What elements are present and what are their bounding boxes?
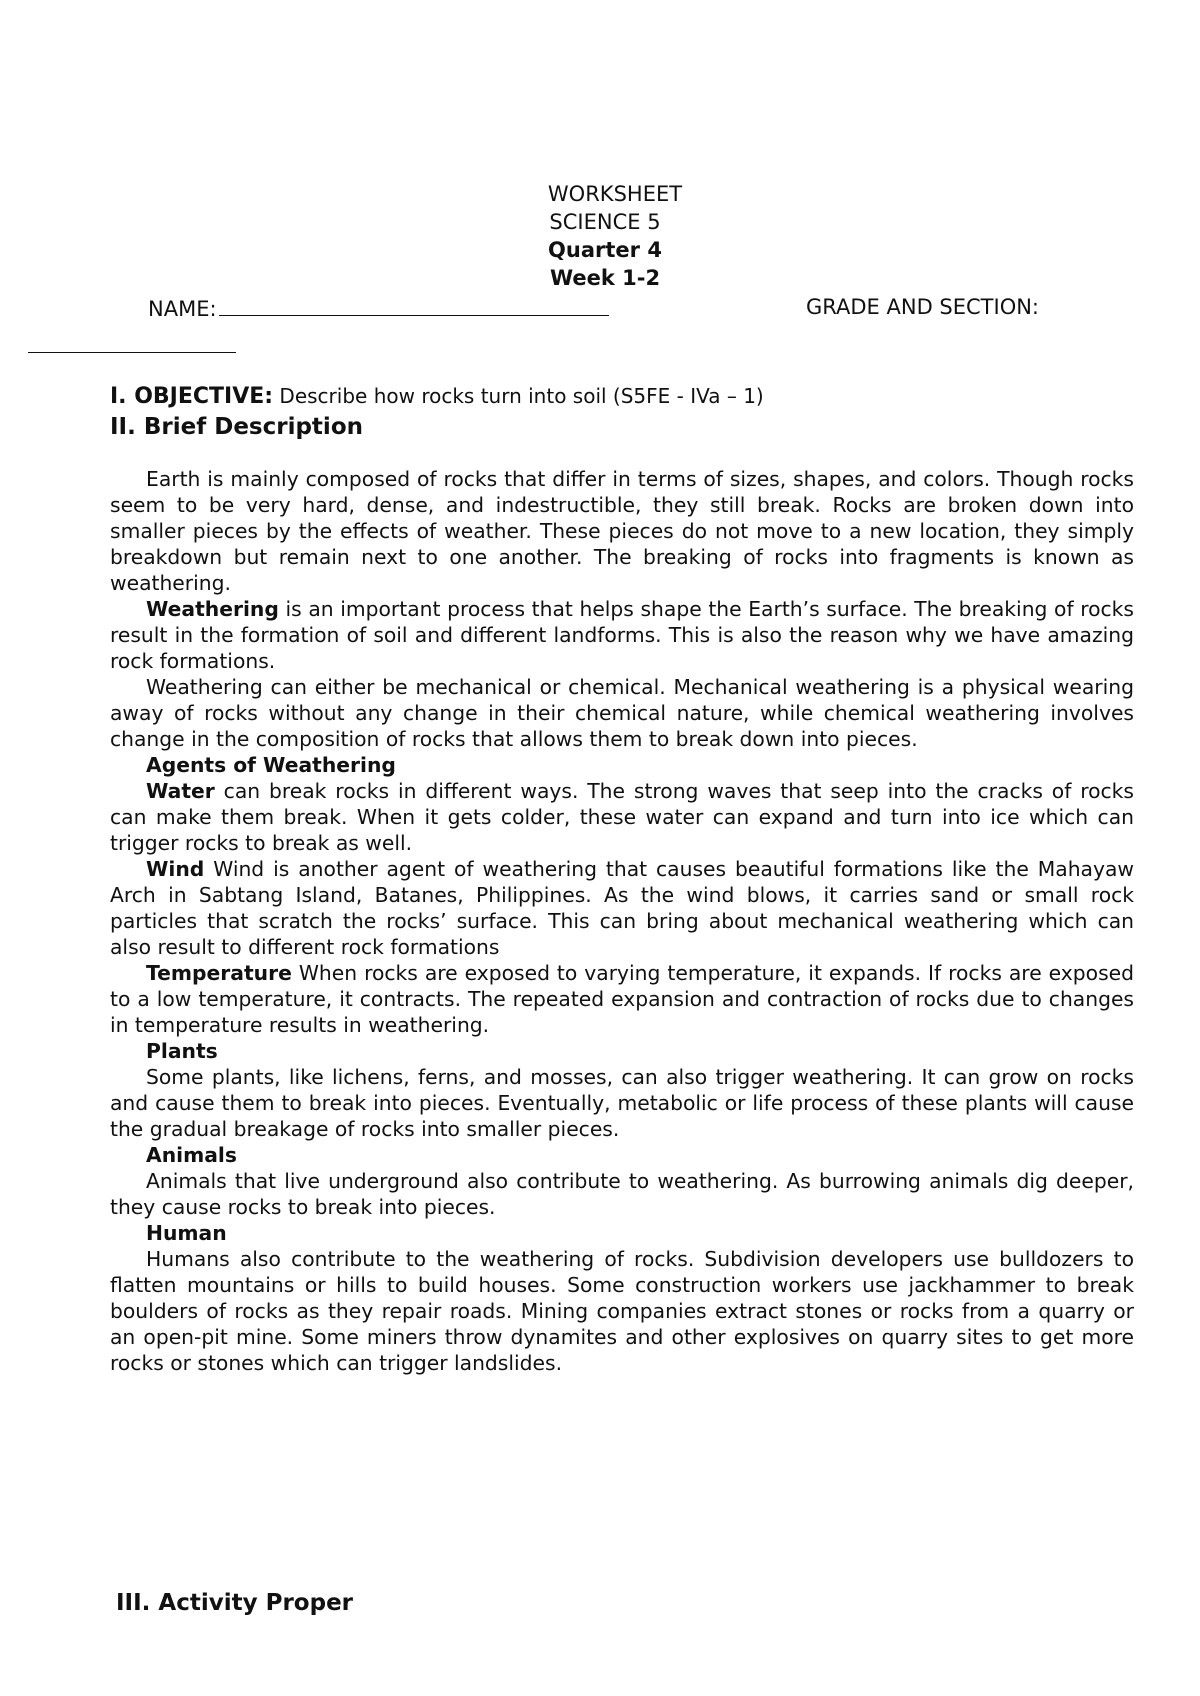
name-label: NAME: [148, 297, 217, 321]
term-water: Water [146, 779, 215, 803]
paragraph-weathering: Weathering is an important process that helps shape the Earth’s surface. The breaking of rocks result in the formation of soil and different landforms. This is also the reason why we have amazing rock formations. [110, 597, 1134, 673]
objective-text: Describe how rocks turn into soil (S5FE - IVa – 1) [273, 384, 764, 408]
animals-heading: Animals [146, 1143, 237, 1167]
paragraph-types: Weathering can either be mechanical or chemical. Mechanical weathering is a physical wearing away of rocks without any change in their chemical nature, while chemical weathering involves change in the composition of rocks that allows them to break down into pieces. [110, 675, 1134, 751]
paragraph-water: Water can break rocks in different ways. The strong waves that seep into the cracks of rocks can make them break. When it gets colder, these water can expand and turn into ice which can trigger rocks to break as well. [110, 779, 1134, 855]
header-subject: SCIENCE 5 [549, 210, 661, 234]
name-row [148, 295, 1040, 321]
header-quarter: Quarter 4 [548, 238, 662, 262]
paragraph-animals: Animals that live underground also contribute to weathering. As burrowing animals dig deeper, they cause rocks to break into pieces. [110, 1169, 1134, 1219]
human-heading: Human [146, 1221, 227, 1245]
header-week: Week 1-2 [549, 266, 661, 290]
brief-description-body [110, 466, 1134, 1376]
term-wind: Wind [146, 857, 205, 881]
header-title: WORKSHEET [547, 182, 683, 206]
plants-heading: Plants [146, 1039, 218, 1063]
paragraph-plants: Some plants, like lichens, ferns, and mosses, can also trigger weathering. It can grow on rocks and cause them to break into pieces. Eventually, metabolic or life process of these plants will cause the gradual breakage of rocks into smaller pieces. [110, 1065, 1134, 1141]
paragraph-human: Humans also contribute to the weathering of rocks. Subdivision developers use bulldozers to flatten mountains or hills to build houses. Some construction workers use jackhammer to break boulders of rocks as they repair roads. Mining companies extract stones or rocks from a quarry or an open-pit mine. Some miners throw dynamites and other explosives on quarry sites to get more rocks or stones which can trigger landslides. [110, 1247, 1134, 1375]
agents-heading: Agents of Weathering [146, 753, 396, 777]
paragraph-wind: Wind Wind is another agent of weathering that causes beautiful formations like the Mahayaw Arch in Sabtang Island, Batanes, Philippines. As the wind blows, it carries sand or small rock particles that scratch the rocks’ surface. This can bring about mechanical weathering which can also result to different rock formations [110, 857, 1134, 959]
brief-description-heading: II. Brief Description [110, 414, 363, 440]
term-weathering: Weathering [146, 597, 279, 621]
objective-label: I. OBJECTIVE: [110, 384, 274, 409]
paragraph-intro: Earth is mainly composed of rocks that differ in terms of sizes, shapes, and colors. Though rocks seem to be very hard, dense, and indestructible, they still break. Rocks are broken down into smaller pieces by the effects of weather. These pieces do not move to a new location, they simply breakdown but remain next to one another. The breaking of rocks into fragments is known as weathering. [110, 467, 1134, 595]
term-temperature: Temperature [146, 961, 292, 985]
paragraph-temperature: Temperature When rocks are exposed to varying temperature, it expands. If rocks are exposed to a low temperature, it contracts. The repeated expansion and contraction of rocks due to changes in temperature results in weathering. [110, 961, 1134, 1037]
name-blank-line[interactable] [219, 295, 609, 316]
objective-line [110, 384, 764, 409]
activity-proper-heading: III. Activity Proper [116, 1590, 354, 1616]
worksheet-header [0, 180, 1200, 292]
grade-section-blank-line[interactable] [28, 352, 236, 353]
grade-section-label: GRADE AND SECTION: [806, 295, 1040, 319]
